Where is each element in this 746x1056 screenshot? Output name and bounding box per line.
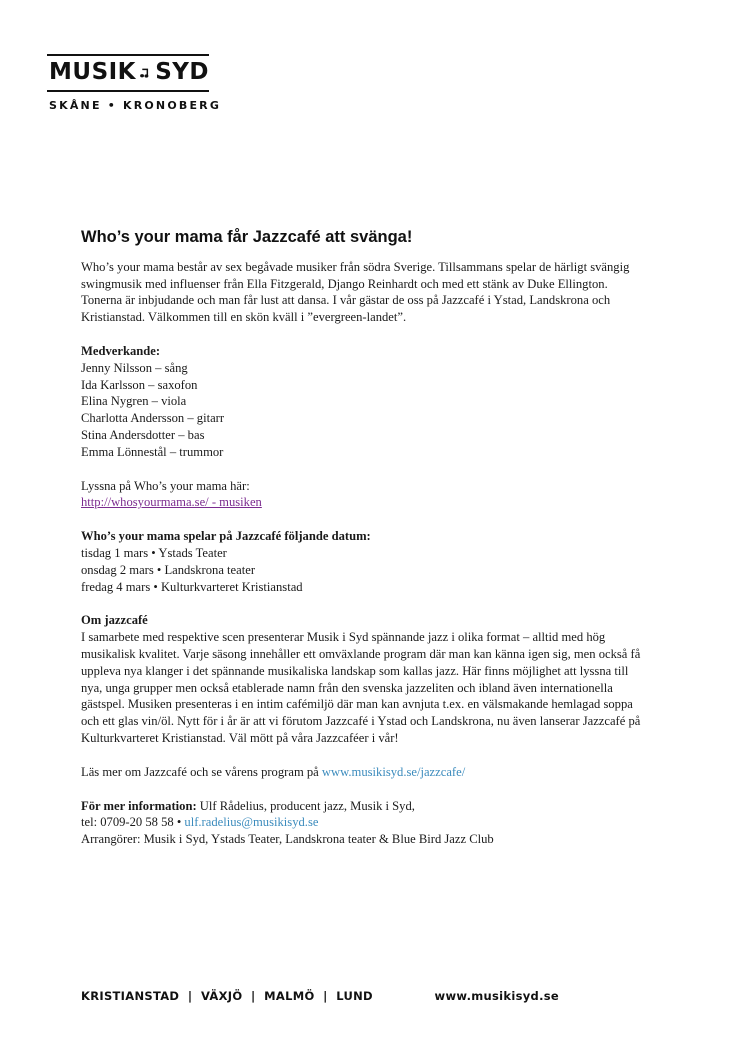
about-section bbox=[81, 612, 641, 746]
band-website-link[interactable]: http://whosyourmama.se/ - musiken bbox=[81, 495, 262, 510]
logo-text-left: MUSIK bbox=[49, 59, 137, 85]
date-item: fredag 4 mars • Kulturkvarteret Kristianstad bbox=[81, 579, 303, 594]
page-footer bbox=[81, 989, 559, 1003]
contact-label: För mer information: bbox=[81, 798, 197, 813]
about-heading: Om jazzcafé bbox=[81, 613, 148, 628]
date-item: onsdag 2 mars • Landskrona teater bbox=[81, 562, 256, 577]
dates-heading: Who’s your mama spelar på Jazzcafé följande datum: bbox=[81, 529, 371, 544]
page-title: Who’s your mama får Jazzcafé att svänga! bbox=[81, 228, 413, 246]
performers-heading: Medverkande: bbox=[81, 343, 161, 358]
organizers-text: Arrangörer: Musik i Syd, Ystads Teater, Landskrona teater & Blue Bird Jazz Club bbox=[81, 832, 494, 847]
footer-website: www.musikisyd.se bbox=[434, 989, 559, 1003]
logo-subtitle: SKÅNE • KRONOBERG bbox=[49, 99, 222, 112]
about-text: I samarbete med respektive scen presenterar Musik i Syd spännande jazz i olika format – alltid med hög musikalisk kvalitet. Varje säsong innehåller ett omväxlande program där man kan känna igen sig, men också få uppleva nya klanger i det spännande musikaliska landskap som kallas jazz. Här finns möjlighet att lyssna till nya, unga grupper men också etablerade namn från den svenska jazzeliten och ibland även internationella gästspel. Musiken presenteras i en intim cafémiljö där man kan avnjuta t.ex. en välsmakande hemlagad soppa och ett glas vin/öl. Nytt för i år är att vi förutom Jazzcafé i Ystad och Landskrona, nu även lanserar Jazzcafé på Kulturkvarteret Kristianstad. Väl mött på våra Jazzcaféer i vår! bbox=[81, 630, 641, 745]
performer-item: Elina Nygren – viola bbox=[81, 394, 187, 409]
date-item: tisdag 1 mars • Ystads Teater bbox=[81, 545, 227, 560]
contact-section bbox=[81, 798, 641, 848]
listen-section bbox=[81, 478, 641, 512]
press-release-body bbox=[81, 229, 641, 848]
performer-item: Jenny Nilsson – sång bbox=[81, 360, 188, 375]
performer-item: Charlotta Andersson – gitarr bbox=[81, 411, 225, 426]
dates-section bbox=[81, 528, 641, 595]
musik-i-syd-logo bbox=[47, 54, 222, 116]
jazzcafe-link[interactable]: www.musikisyd.se/jazzcafe/ bbox=[321, 764, 466, 779]
read-more-line bbox=[81, 764, 641, 781]
performer-item: Ida Karlsson – saxofon bbox=[81, 377, 198, 392]
performer-item: Emma Lönnestål – trummor bbox=[81, 444, 224, 459]
logo-wordmark bbox=[47, 56, 209, 90]
performer-item: Stina Andersdotter – bas bbox=[81, 427, 205, 442]
intro-paragraph: Who’s your mama består av sex begåvade musiker från södra Sverige. Tillsammans spelar de härligt svängig swingmusik med influenser från Ella Fitzgerald, Django Reinhardt och med ett stänk av Duke Ellington. Tonerna är inbjudande och man får lust att dansa. I vår gästar de oss på Jazzcafé i Ystad, Landskrona och Kristianstad. Välkommen till en skön kväll i ”evergreen-landet”. bbox=[81, 259, 630, 325]
contact-email-link[interactable]: ulf.radelius@musikisyd.se bbox=[184, 815, 319, 830]
contact-phone: tel: 0709-20 58 58 • bbox=[81, 815, 185, 830]
read-more-text: Läs mer om Jazzcafé och se vårens program på bbox=[81, 764, 322, 779]
logo-text-right: SYD bbox=[155, 59, 209, 85]
listen-text: Lyssna på Who’s your mama här: bbox=[81, 478, 250, 493]
music-note-icon bbox=[140, 62, 149, 84]
contact-person: Ulf Rådelius, producent jazz, Musik i Syd, bbox=[196, 798, 415, 813]
performers-section bbox=[81, 343, 641, 461]
footer-cities: KRISTIANSTAD | VÄXJÖ | MALMÖ | LUND bbox=[81, 989, 373, 1003]
